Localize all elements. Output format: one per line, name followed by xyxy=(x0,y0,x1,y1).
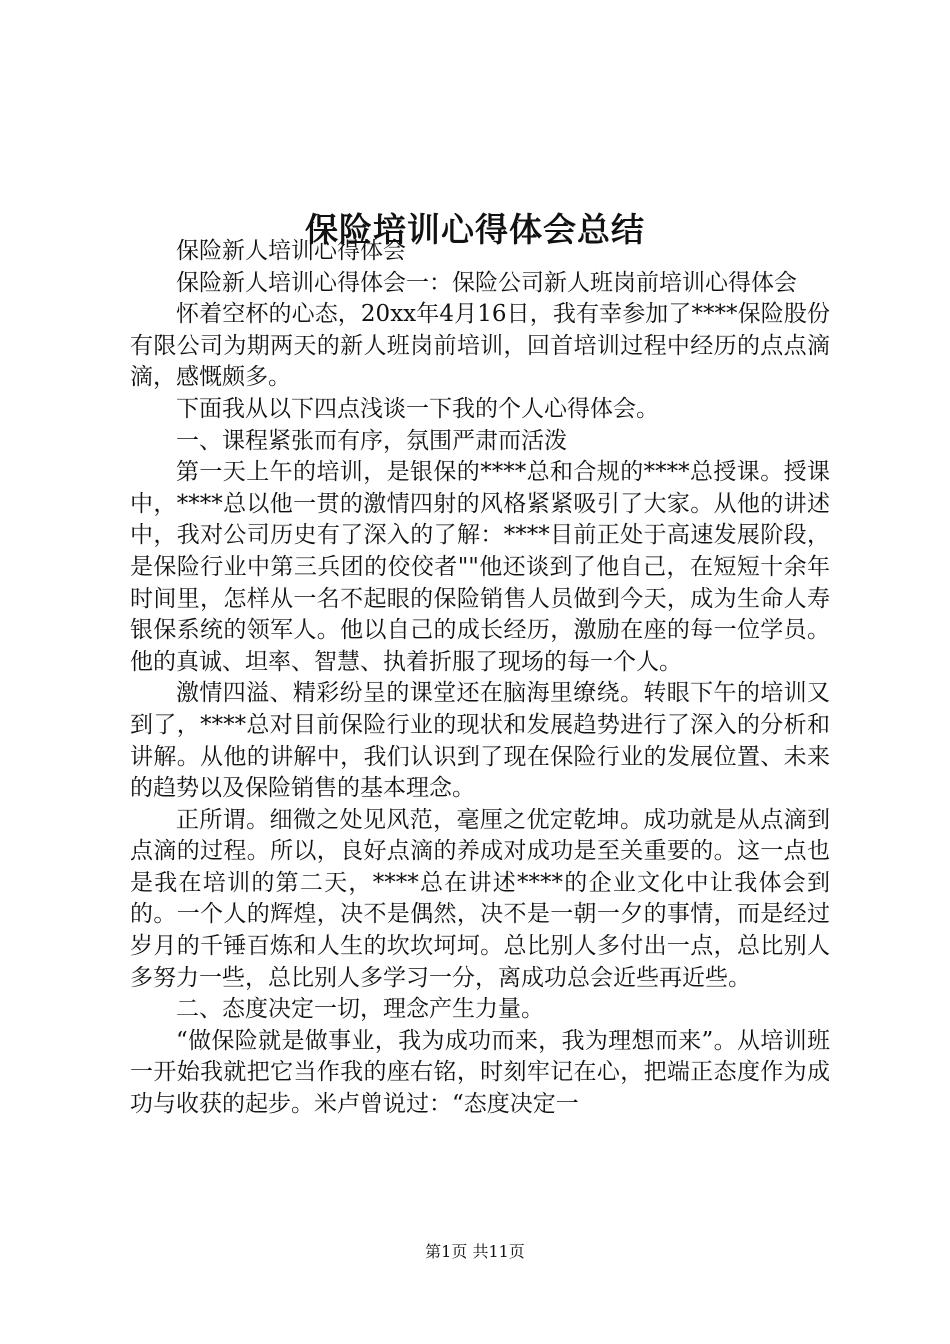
paragraph-subtitle: 保险新人培训心得体会 xyxy=(176,238,406,264)
paragraph-heading-1: 一、课程紧张而有序，氛围严肃而活泼 xyxy=(176,427,567,454)
document-body xyxy=(130,236,830,1121)
paragraph-heading-2: 二、态度决定一切，理念产生力量。 xyxy=(176,996,544,1023)
paragraph: 激情四溢、精彩纷呈的课堂还在脑海里缭绕。转眼下午的培训又到了，****总对目前保险行业的现状和发展趋势进行了深入的分析和讲解。从他的讲解中，我们认识到了现在保险行业的发展位置、未来的趋势以及保险销售的基本理念。 xyxy=(130,680,830,802)
paragraph: 下面我从以下四点浅谈一下我的个人心得体会。 xyxy=(176,395,659,422)
page-number-footer: 第1页 共11页 xyxy=(425,1242,525,1261)
paragraph: 正所谓。细微之处见风范，毫厘之优定乾坤。成功就是从点滴到点滴的过程。所以，良好点滴的养成对成功是至关重要的。这一点也是我在培训的第二天，****总在讲述****的企业文化中让我体会到的。一个人的辉煌，决不是偶然，决不是一朝一夕的事情，而是经过岁月的千锤百炼和人生的坎坎坷坷。总比别人多付出一点，总比别人多努力一些，总比别人多学习一分，离成功总会近些再近些。 xyxy=(130,806,830,991)
page-title: 保险培训心得体会总结 xyxy=(305,210,645,250)
paragraph: 第一天上午的培训，是银保的****总和合规的****总授课。授课中，****总以他一贯的激情四射的风格紧紧吸引了大家。从他的讲述中，我对公司历史有了深入的了解：****目前正处于高速发展阶段，是保险行业中第三兵团的佼佼者""他还谈到了他自己，在短短十余年时间里，怎样从一名不起眼的保险销售人员做到今天，成为生命人寿银保系统的领军人。他以自己的成长经历，激励在座的每一位学员。他的真诚、坦率、智慧、执着折服了现场的每一个人。 xyxy=(130,459,830,675)
paragraph-section-heading: 保险新人培训心得体会一：保险公司新人班岗前培训心得体会 xyxy=(176,269,797,296)
paragraph: “做保险就是做事业，我为成功而来，我为理想而来”。从培训班一开始我就把它当作我的座右铭，时刻牢记在心，把端正态度作为成功与收获的起步。米卢曾说过：“态度决定一 xyxy=(130,1027,830,1118)
paragraph: 怀着空杯的心态，20xx年4月16日，我有幸参加了****保险股份有限公司为期两天的新人班岗前培训，回首培训过程中经历的点点滴滴，感慨颇多。 xyxy=(130,301,830,391)
